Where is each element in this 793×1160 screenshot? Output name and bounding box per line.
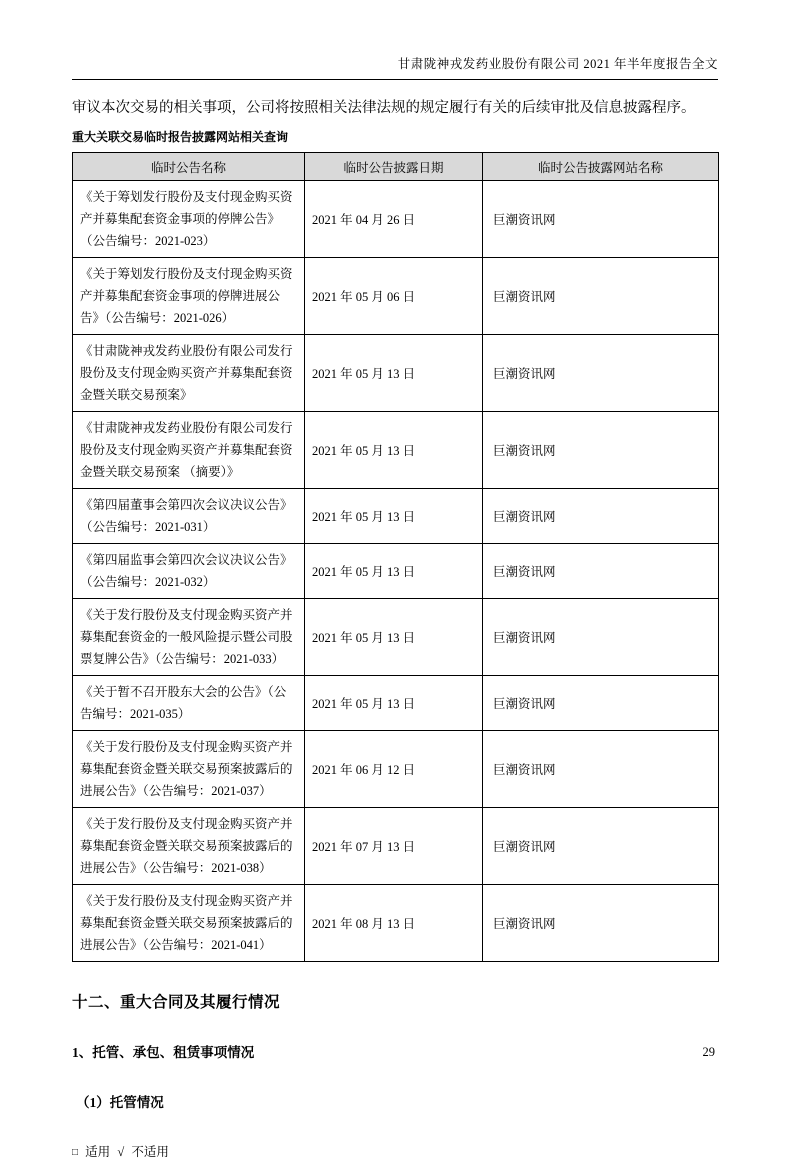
not-applicable-label: 不适用 [131, 1145, 169, 1160]
announcement-name: 《关于暂不召开股东大会的公告》（公告编号：2021-035） [73, 676, 305, 731]
announcement-name: 《关于发行股份及支付现金购买资产并募集配套资金暨关联交易预案披露后的进展公告》（公告编号：2021-037） [73, 731, 305, 808]
disclosure-table [72, 152, 719, 962]
disclosure-date: 2021 年 06 月 12 日 [305, 731, 483, 808]
sub-heading-custody-contract-lease: 1、托管、承包、租赁事项情况 [72, 1045, 255, 1061]
check-icon: √ [117, 1145, 125, 1160]
announcement-name: 《关于发行股份及支付现金购买资产并募集配套资金的一般风险提示暨公司股票复牌公告》（公告编号：2021-033） [73, 599, 305, 676]
announcement-name: 《关于筹划发行股份及支付现金购买资产并募集配套资金事项的停牌公告》（公告编号：2021-023） [73, 181, 305, 258]
disclosure-site: 巨潮资讯网 [483, 412, 719, 489]
table-row [73, 335, 719, 412]
column-header-disclosure-date: 临时公告披露日期 [305, 153, 483, 181]
disclosure-date: 2021 年 05 月 13 日 [305, 676, 483, 731]
disclosure-site: 巨潮资讯网 [483, 181, 719, 258]
disclosure-site: 巨潮资讯网 [483, 489, 719, 544]
table-row [73, 731, 719, 808]
disclosure-site: 巨潮资讯网 [483, 599, 719, 676]
disclosure-site: 巨潮资讯网 [483, 544, 719, 599]
disclosure-site: 巨潮资讯网 [483, 258, 719, 335]
disclosure-date: 2021 年 05 月 13 日 [305, 544, 483, 599]
intro-paragraph: 审议本次交易的相关事项，公司将按照相关法律法规的规定履行有关的后续审批及信息披露程序。 [72, 100, 696, 116]
table-row [73, 489, 719, 544]
section-heading-major-contracts: 十二、重大合同及其履行情况 [72, 994, 281, 1012]
column-header-disclosure-site: 临时公告披露网站名称 [483, 153, 719, 181]
disclosure-date: 2021 年 05 月 13 日 [305, 335, 483, 412]
disclosure-date: 2021 年 07 月 13 日 [305, 808, 483, 885]
announcement-name: 《关于发行股份及支付现金购买资产并募集配套资金暨关联交易预案披露后的进展公告》（公告编号：2021-041） [73, 885, 305, 962]
disclosure-date: 2021 年 08 月 13 日 [305, 885, 483, 962]
disclosure-date: 2021 年 05 月 06 日 [305, 258, 483, 335]
table-row [73, 258, 719, 335]
table-caption: 重大关联交易临时报告披露网站相关查询 [72, 130, 289, 145]
table-row [73, 599, 719, 676]
table-row [73, 885, 719, 962]
column-header-announcement-name: 临时公告名称 [73, 153, 305, 181]
announcement-name: 《关于筹划发行股份及支付现金购买资产并募集配套资金事项的停牌进展公告》（公告编号：2021-026） [73, 258, 305, 335]
disclosure-site: 巨潮资讯网 [483, 808, 719, 885]
disclosure-date: 2021 年 05 月 13 日 [305, 412, 483, 489]
document-header: 甘肃陇神戎发药业股份有限公司 2021 年半年度报告全文 [72, 0, 718, 80]
disclosure-date: 2021 年 05 月 13 日 [305, 599, 483, 676]
disclosure-date: 2021 年 05 月 13 日 [305, 489, 483, 544]
disclosure-date: 2021 年 04 月 26 日 [305, 181, 483, 258]
table-row [73, 412, 719, 489]
disclosure-site: 巨潮资讯网 [483, 731, 719, 808]
applicability-line [72, 1142, 718, 1160]
disclosure-site: 巨潮资讯网 [483, 335, 719, 412]
subsub-heading-custody: （1）托管情况 [76, 1095, 164, 1111]
announcement-name: 《第四届董事会第四次会议决议公告》（公告编号：2021-031） [73, 489, 305, 544]
table-header-row [73, 153, 719, 181]
table-row [73, 808, 719, 885]
table-row [73, 544, 719, 599]
announcement-name: 《甘肃陇神戎发药业股份有限公司发行股份及支付现金购买资产并募集配套资金暨关联交易预案 （摘要）》 [73, 412, 305, 489]
page-number: 29 [702, 1045, 715, 1059]
applicable-label: 适用 [85, 1145, 111, 1160]
disclosure-site: 巨潮资讯网 [483, 885, 719, 962]
table-row [73, 181, 719, 258]
disclosure-site: 巨潮资讯网 [483, 676, 719, 731]
announcement-name: 《关于发行股份及支付现金购买资产并募集配套资金暨关联交易预案披露后的进展公告》（公告编号：2021-038） [73, 808, 305, 885]
announcement-name: 《第四届监事会第四次会议决议公告》（公告编号：2021-032） [73, 544, 305, 599]
table-row [73, 676, 719, 731]
announcement-name: 《甘肃陇神戎发药业股份有限公司发行股份及支付现金购买资产并募集配套资金暨关联交易预案》 [73, 335, 305, 412]
checkbox-unchecked-icon: □ [72, 1147, 79, 1159]
